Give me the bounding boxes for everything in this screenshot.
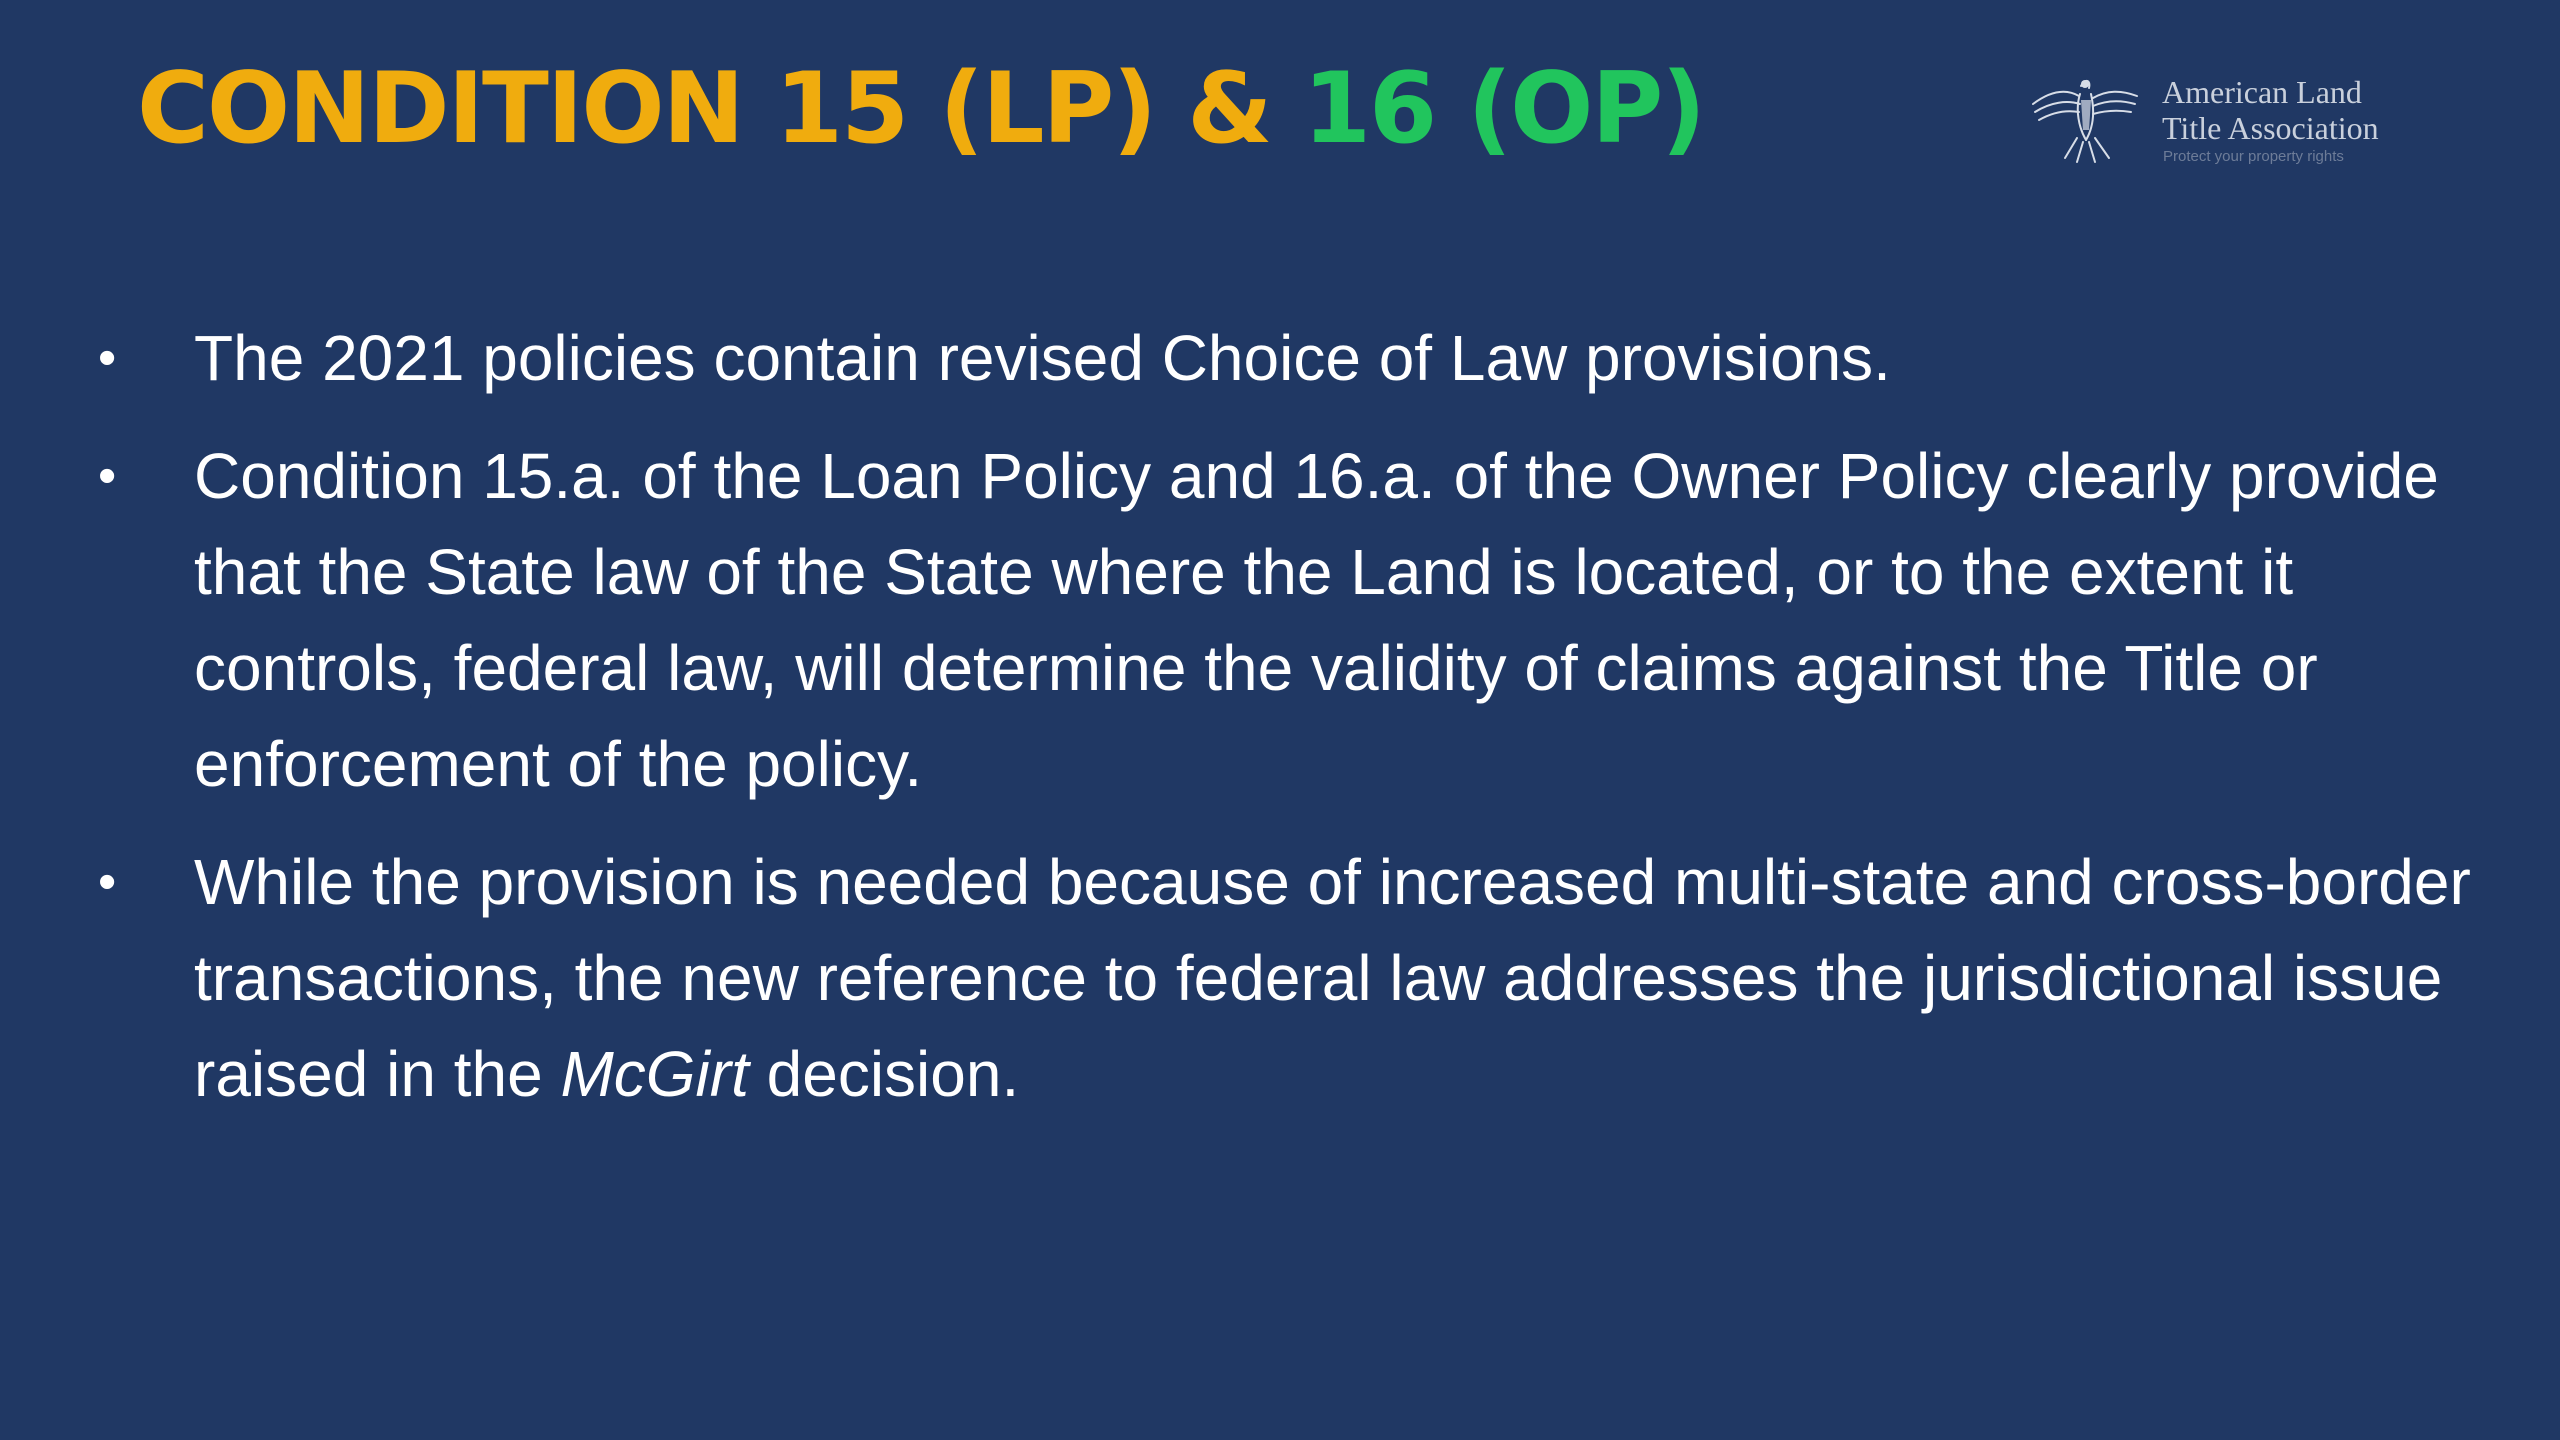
bullet-text: The 2021 policies contain revised Choice of Law provisions.	[194, 322, 1891, 394]
bullet-text: Condition 15.a. of the Loan Policy and 16.a. of the Owner Policy clearly provide that the State law of the State where the Land is located, or to the extent it controls, federal law, will determine the validity of claims against the Title or enforcement of the policy.	[194, 440, 2439, 800]
alta-logo	[2025, 70, 2395, 170]
bullet-item	[0, 428, 2560, 812]
logo-org-name-line-2: Title Association	[2162, 110, 2379, 146]
slide-title	[137, 44, 1704, 174]
logo-tagline: Protect your property rights	[2163, 148, 2344, 165]
eagle-icon	[2025, 70, 2143, 166]
bullet-text-before: While the provision is needed because of increased multi-state and cross-border transactions, the new reference to federal law addresses the jurisdictional issue raised in the	[194, 846, 2471, 1110]
bullet-text-after: decision.	[748, 1038, 1020, 1110]
case-name-italic: McGirt	[560, 1038, 749, 1110]
title-part-condition-15: CONDITION 15 (LP) &	[137, 52, 1303, 166]
bullet-list	[0, 310, 2560, 1144]
bullet-text	[194, 834, 2474, 1122]
logo-org-name-line-1: American Land	[2162, 74, 2362, 110]
bullet-item	[0, 834, 2560, 1122]
bullet-dot-icon: •	[98, 853, 117, 911]
title-part-condition-16: 16 (OP)	[1302, 52, 1705, 166]
bullet-item	[0, 310, 2560, 406]
bullet-dot-icon: •	[98, 447, 117, 505]
bullet-dot-icon: •	[98, 329, 117, 387]
